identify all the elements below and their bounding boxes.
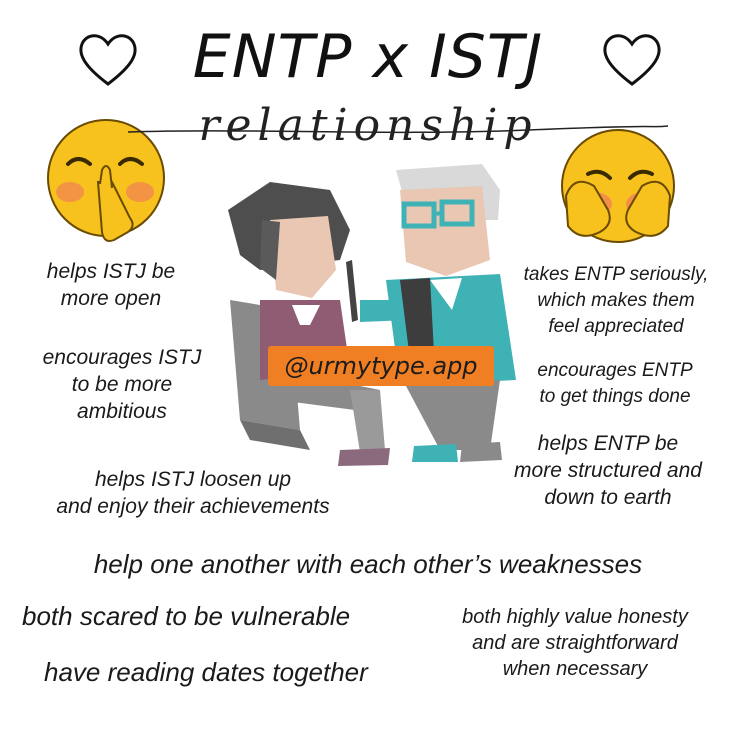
couple-illustration (200, 150, 530, 480)
honesty-note (430, 604, 720, 682)
note-line: to get things done (539, 386, 691, 407)
note-line: feel appreciated (548, 316, 684, 337)
left-note-ambitious (6, 344, 238, 425)
left-note-open (16, 258, 206, 312)
note-line: more open (60, 287, 162, 310)
note-line: more structured and (514, 459, 702, 482)
right-note-appreciated (500, 262, 732, 340)
shared-weaknesses-line: help one another with each other’s weaknesses (93, 549, 643, 579)
note-line: and are straightforward (472, 632, 678, 654)
note-line: encourages ISTJ (42, 346, 202, 369)
note-line: helps ISTJ loosen up (94, 468, 292, 491)
page-title: ENTP x ISTJ (192, 22, 544, 92)
note-line: takes ENTP seriously, (523, 264, 709, 285)
page-subtitle: relationship (198, 100, 538, 151)
note-line: helps ISTJ be (46, 260, 176, 283)
note-line: ambitious (77, 400, 167, 423)
watermark-badge: @urmytype.app (268, 346, 494, 386)
right-note-done (510, 358, 720, 410)
note-line: and enjoy their achievements (56, 495, 330, 518)
right-note-structured (488, 430, 728, 511)
note-line: which makes them (537, 290, 695, 311)
reading-dates-line: have reading dates together (44, 657, 368, 687)
note-line: helps ENTP be (537, 432, 679, 455)
scared-vulnerable-line: both scared to be vulnerable (22, 601, 351, 631)
left-note-loosen (12, 466, 374, 520)
note-line: to be more (71, 373, 173, 396)
note-line: down to earth (544, 486, 672, 509)
script-underline (128, 122, 668, 142)
note-line: both highly value honesty (462, 606, 688, 628)
note-line: encourages ENTP (537, 360, 693, 381)
note-line: when necessary (502, 658, 648, 680)
